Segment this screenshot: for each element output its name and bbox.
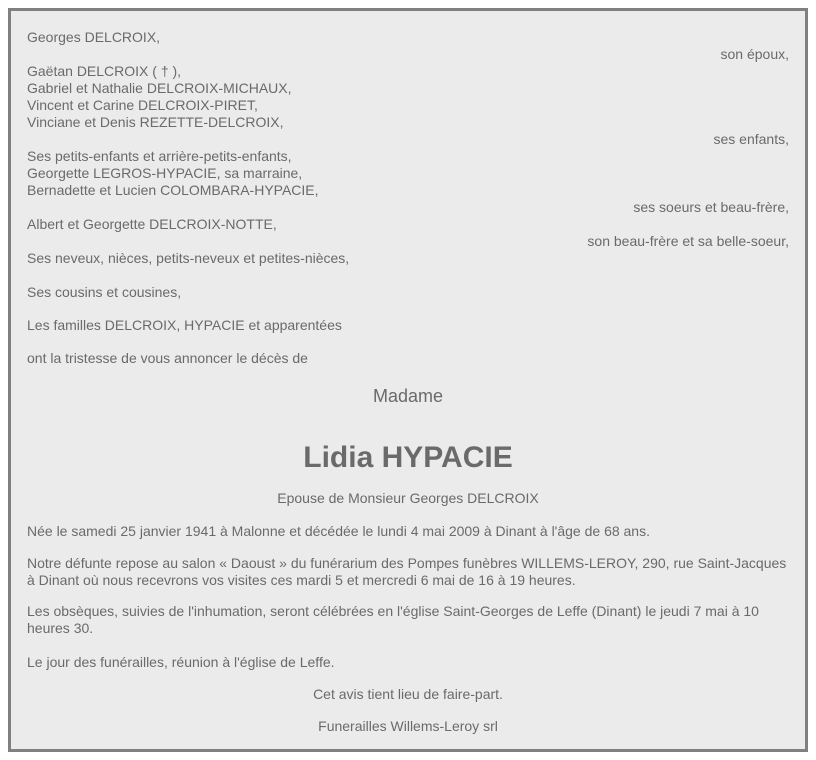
sibling-line-2: Georgette LEGROS-HYPACIE, sa marraine, bbox=[27, 165, 303, 181]
obituary-notice bbox=[8, 8, 808, 752]
funeral-home-signature: Funerailles Willems-Leroy srl bbox=[318, 718, 498, 734]
funeral-paragraph: Les obsèques, suivies de l'inhumation, seront célébrées en l'église Saint-Georges de Leffe (Dinant) le jeudi 7 mai à 10 heures 30. bbox=[27, 603, 759, 636]
in-laws-role: son beau-frère et sa belle-soeur, bbox=[587, 233, 789, 249]
deceased-title: Madame bbox=[372, 386, 444, 406]
child-1: Gaëtan DELCROIX ( † ), bbox=[27, 63, 182, 79]
deceased-name: Lidia HYPACIE bbox=[303, 441, 513, 474]
meeting-paragraph: Le jour des funérailles, réunion à l'église de Leffe. bbox=[27, 654, 335, 670]
sibling-line-1: Ses petits-enfants et arrière-petits-enfants, bbox=[27, 148, 292, 164]
families-line: Les familles DELCROIX, HYPACIE et apparentées bbox=[27, 317, 342, 333]
spouse-role: son époux, bbox=[720, 46, 789, 62]
birth-death-paragraph: Née le samedi 25 janvier 1941 à Malonne et décédée le lundi 4 mai 2009 à Dinant à l'âge de 68 ans. bbox=[27, 523, 650, 539]
deceased-spouse-line: Epouse de Monsieur Georges DELCROIX bbox=[277, 490, 539, 506]
child-3: Vincent et Carine DELCROIX-PIRET, bbox=[27, 97, 258, 113]
nephews-line: Ses neveux, nièces, petits-neveux et petites-nièces, bbox=[27, 250, 350, 266]
children-role: ses enfants, bbox=[713, 131, 789, 147]
cousins-line: Ses cousins et cousines, bbox=[27, 284, 182, 300]
notice-line: Cet avis tient lieu de faire-part. bbox=[313, 686, 503, 702]
child-2: Gabriel et Nathalie DELCROIX-MICHAUX, bbox=[27, 80, 292, 96]
announcement-line: ont la tristesse de vous annoncer le décès de bbox=[27, 350, 308, 366]
siblings-role: ses soeurs et beau-frère, bbox=[633, 199, 789, 215]
child-4: Vinciane et Denis REZETTE-DELCROIX, bbox=[27, 114, 284, 130]
in-laws-name: Albert et Georgette DELCROIX-NOTTE, bbox=[27, 216, 277, 232]
rest-paragraph: Notre défunte repose au salon « Daoust » du funérarium des Pompes funèbres WILLEMS-LEROY, 290, rue Saint-Jacques à Dinant où nous recevrons vos visites ces mardi 5 et mercredi 6 mai de 16 à 19 heures. bbox=[27, 555, 787, 588]
sibling-line-3: Bernadette et Lucien COLOMBARA-HYPACIE, bbox=[27, 182, 319, 198]
spouse-name: Georges DELCROIX, bbox=[27, 29, 161, 45]
